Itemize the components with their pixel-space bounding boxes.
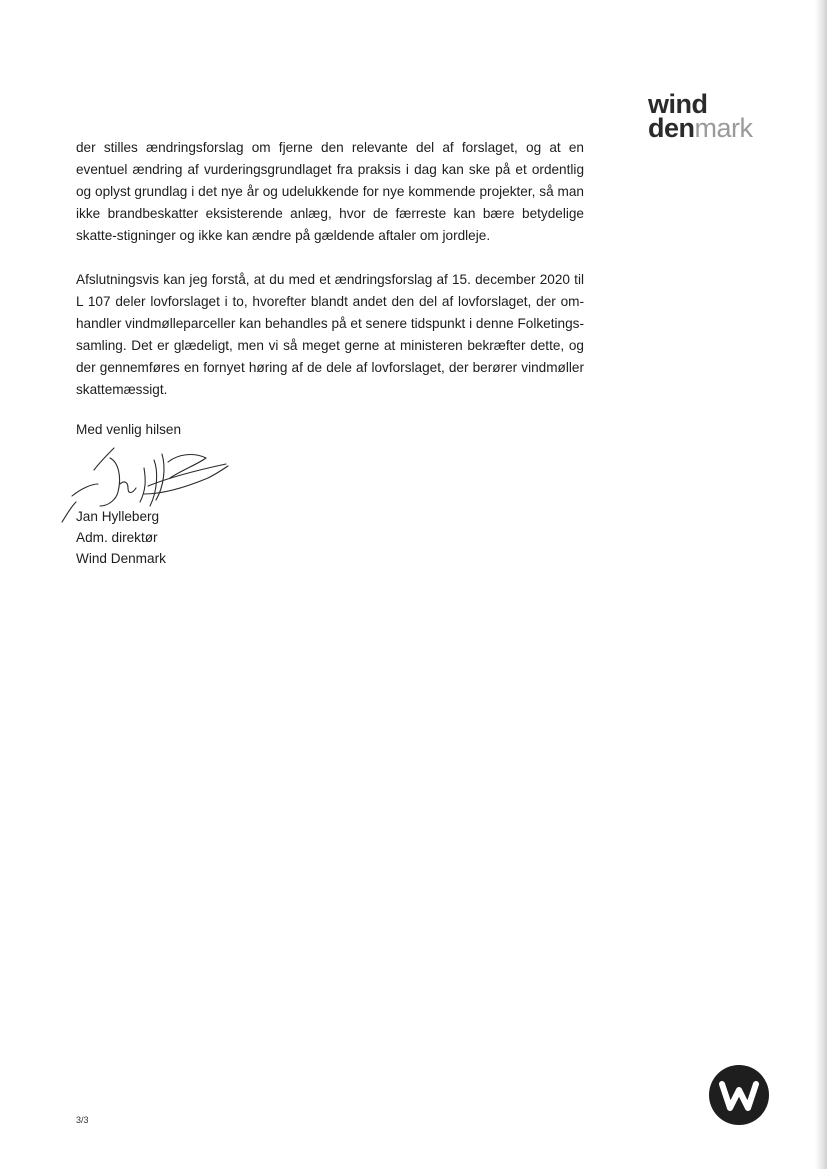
w-circle-icon bbox=[708, 1064, 770, 1126]
logo-word-den: den bbox=[648, 113, 695, 143]
scan-edge-shadow bbox=[815, 0, 827, 1169]
signatory-organization: Wind Denmark bbox=[76, 551, 166, 566]
paragraph-2: Afslutningsvis kan jeg forstå, at du med et ændringsforslag af 15. december 2020 til L 107 deler lovforslaget i to, hvorefter blandt andet den del af lovforslaget, der om-handler vindmølleparceller kan behandles på et senere tidspunkt i denne Folketings-samling. Det er glædeligt, men vi så meget gerne at ministeren bekræfter dette, og der gennemføres en fornyet høring af de dele af lovforslaget, der berører vindmøller skattemæssigt. bbox=[76, 272, 584, 397]
signatory-title: Adm. direktør bbox=[76, 530, 158, 545]
closing-salutation: Med venlig hilsen bbox=[76, 422, 182, 437]
letter-body bbox=[76, 137, 584, 423]
signatory-name: Jan Hylleberg bbox=[76, 509, 160, 524]
logo-word-denmark bbox=[648, 113, 778, 143]
paragraph-1: der stilles ændringsforslag om fjerne den relevante del af forslaget, og at en eventuel ændring af vurderingsgrundlaget fra praksis i dag kan ske på et ordentlig og oplyst grundlag i det nye år og udelukkende for nye kommende projekter, så man ikke brandbeskatter eksisterende anlæg, hvor de færreste kan bære betydelige skatte-stigninger og ikke kan ændre på gældende aftaler om jordleje. bbox=[76, 140, 584, 243]
logo-word-mark: mark bbox=[694, 113, 753, 143]
signature-block bbox=[76, 506, 166, 569]
page-number: 3/3 bbox=[76, 1115, 89, 1125]
logo-word-wind: wind bbox=[648, 89, 708, 119]
wind-denmark-logo bbox=[648, 89, 778, 144]
